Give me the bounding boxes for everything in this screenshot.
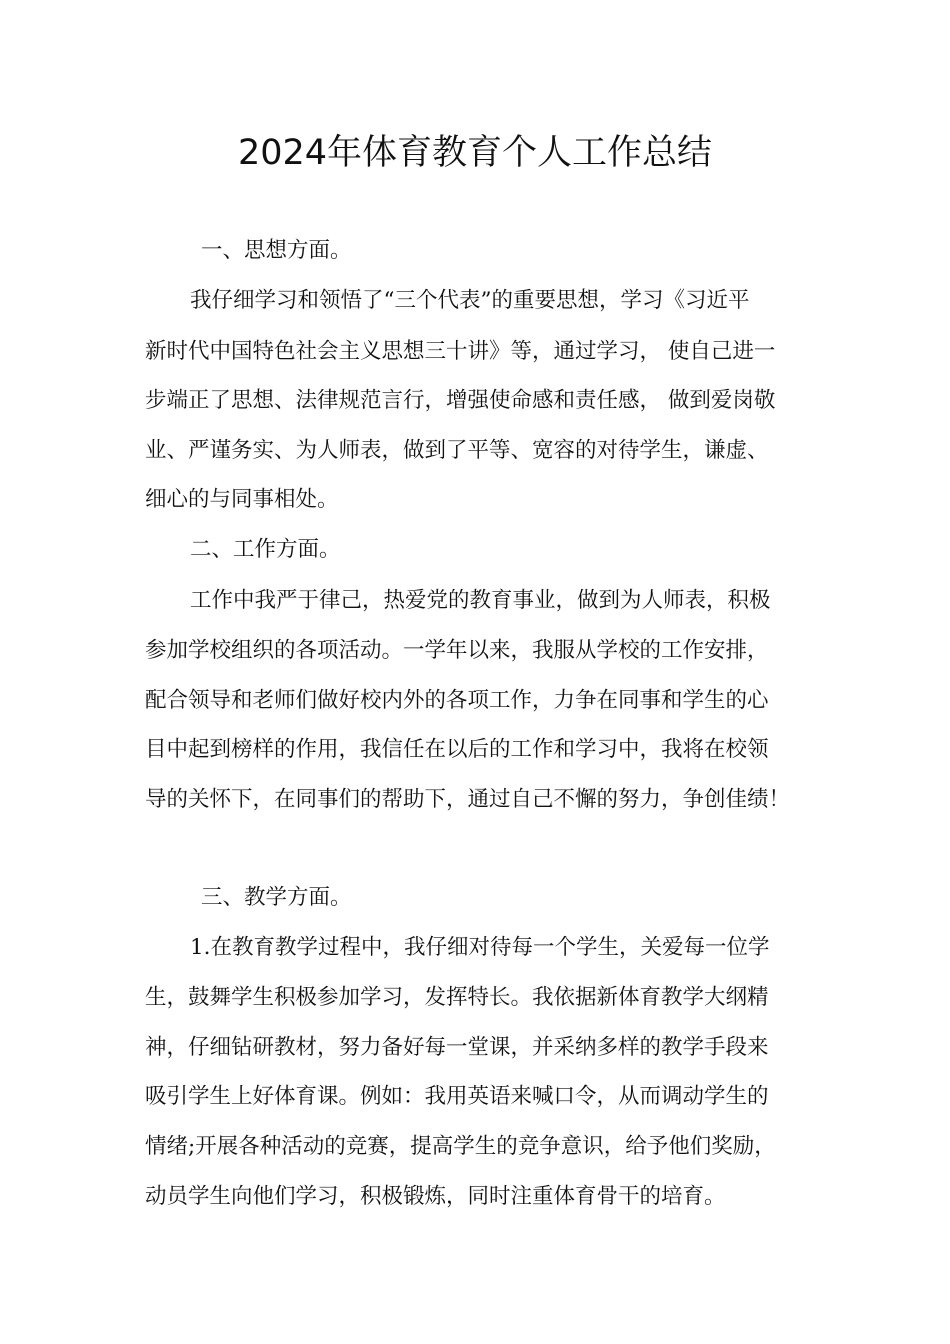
paragraph-line: 步端正了思想、法律规范言行，增强使命感和责任感， 做到爱岗敬 — [145, 388, 776, 413]
paragraph-line: 细心的与同事相处。 — [145, 487, 339, 512]
paragraph-line: 工作中我严于律己，热爱党的教育事业，做到为人师表，积极 — [190, 588, 771, 613]
paragraph-line: 导的关怀下，在同事们的帮助下，通过自己不懈的努力，争创佳绩！ — [145, 787, 791, 812]
paragraph-line: 动员学生向他们学习，积极锻炼，同时注重体育骨干的培育。 — [145, 1184, 726, 1209]
paragraph-line: 神，仔细钻研教材，努力备好每一堂课，并采纳多样的教学手段来 — [145, 1035, 769, 1060]
section-heading-work: 二、工作方面。 — [190, 537, 341, 562]
paragraph-line: 生，鼓舞学生积极参加学习，发挥特长。我依据新体育教学大纲精 — [145, 985, 769, 1010]
section-heading-teaching: 三、教学方面。 — [201, 885, 352, 910]
paragraph-line: 配合领导和老师们做好校内外的各项工作，力争在同事和学生的心 — [145, 688, 769, 713]
paragraph-line: 情绪;开展各种活动的竞赛，提高学生的竞争意识，给予他们奖励， — [145, 1134, 776, 1159]
document-title: 2024年体育教育个人工作总结 — [237, 133, 713, 173]
paragraph-line: 1.在教育教学过程中，我仔细对待每一个学生，关爱每一位学 — [190, 935, 770, 960]
paragraph-line: 参加学校组织的各项活动。一学年以来，我服从学校的工作安排， — [145, 638, 769, 663]
paragraph-line: 目中起到榜样的作用，我信任在以后的工作和学习中，我将在校领 — [145, 737, 769, 762]
paragraph-line: 业、严谨务实、为人师表，做到了平等、宽容的对待学生，谦虚、 — [145, 438, 769, 463]
paragraph-line: 我仔细学习和领悟了“三个代表”的重要思想，学习《习近平 — [190, 288, 750, 313]
section-heading-thought: 一、思想方面。 — [201, 238, 352, 263]
paragraph-line: 吸引学生上好体育课。例如：我用英语来喊口令，从而调动学生的 — [145, 1084, 769, 1109]
paragraph-line: 新时代中国特色社会主义思想三十讲》等，通过学习， 使自己进一 — [145, 339, 776, 364]
